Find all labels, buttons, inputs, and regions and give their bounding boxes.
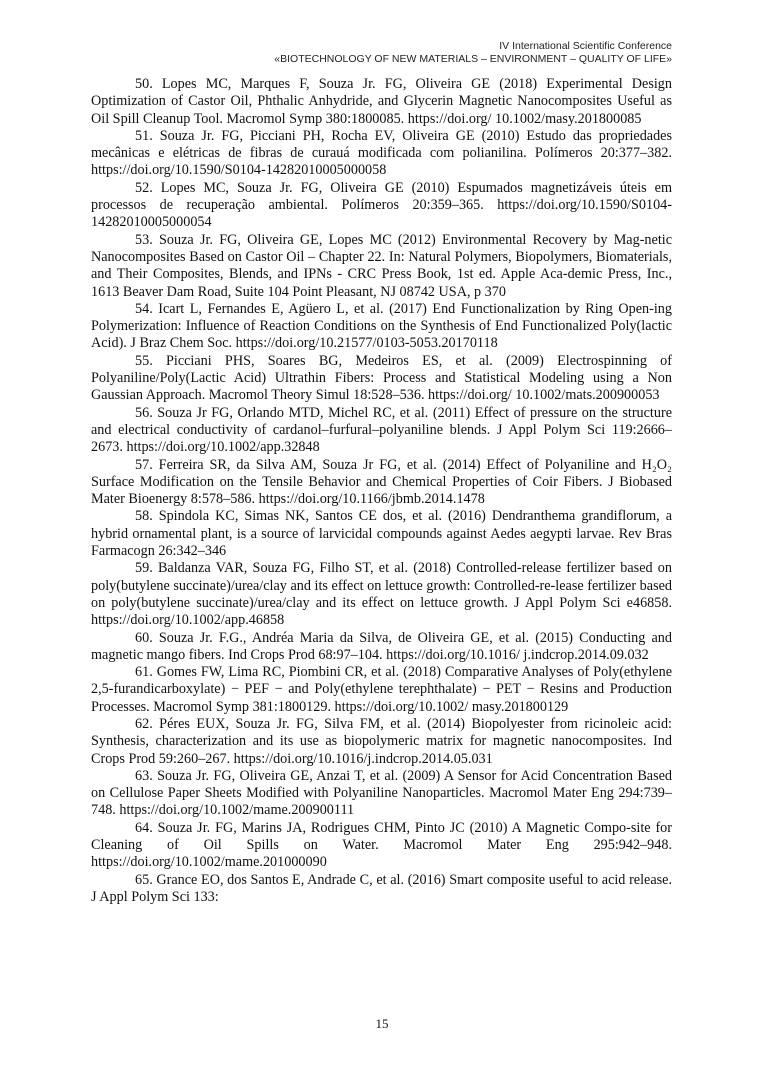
reference-item: 61. Gomes FW, Lima RC, Piombini CR, et al. (2018) Comparative Analyses of Poly(ethylene 2,5-furandicarboxylate) − PEF − and Poly(ethylene terephthalate) − PET − Resins and Production Processes. Macromol Symp 381:1800129. https://doi.org/10.1002/ masy.201800129 <box>91 664 672 715</box>
reference-item: 65. Grance EO, dos Santos E, Andrade C, et al. (2016) Smart composite useful to acid release. J Appl Polym Sci 133: <box>91 871 672 905</box>
reference-item: 60. Souza Jr. F.G., Andréa Maria da Silva, de Oliveira GE, et al. (2015) Conducting and magnetic mango fibers. Ind Crops Prod 68:97–104. https://doi.org/10.1016/ j.indcrop.2014.09.032 <box>91 629 672 663</box>
reference-item: 59. Baldanza VAR, Souza FG, Filho ST, et al. (2018) Controlled-release fertilizer based on poly(butylene succinate)/urea/clay and its effect on lettuce growth: Controlled-re-lease fertilizer based on poly(butylene succinate)/urea/clay and its effect on lettuce growth. J Appl Polym Sci e46858. https://doi.org/10.1002/app.46858 <box>91 560 672 629</box>
reference-item: 50. Lopes MC, Marques F, Souza Jr. FG, Oliveira GE (2018) Experimental Design Optimization of Castor Oil, Phthalic Anhydride, and Glycerin Magnetic Nanocomposites Useful as Oil Spill Cleanup Tool. Macromol Symp 380:1800085. https://doi.org/ 10.1002/masy.201800085 <box>91 76 672 127</box>
page-number: 15 <box>375 1016 389 1031</box>
reference-item: 58. Spindola KC, Simas NK, Santos CE dos, et al. (2016) Dendranthema grandiflorum, a hybrid ornamental plant, is a source of larvicidal compounds against Aedes aegypti larvae. Rev Bras Farmacogn 26:342–346 <box>91 508 672 560</box>
reference-item: 54. Icart L, Fernandes E, Agüero L, et al. (2017) End Functionalization by Ring Open-ing Polymerization: Influence of Reaction Conditions on the Synthesis of End Functionalized Poly(lactic Acid). J Braz Chem Soc. https://doi.org/10.21577/0103-5053.20170118 <box>91 300 672 352</box>
reference-item: 56. Souza Jr FG, Orlando MTD, Michel RC, et al. (2011) Effect of pressure on the structure and electrical conductivity of cardanol–furfural–polyaniline blends. J Appl Polym Sci 119:2666–2673. https://doi.org/10.1002/app.32848 <box>91 404 672 456</box>
conference-title: IV International Scientific Conference <box>499 40 672 52</box>
reference-item: 64. Souza Jr. FG, Marins JA, Rodrigues CHM, Pinto JC (2010) A Magnetic Compo-site for Cleaning of Oil Spills on Water. Macromol Mater Eng 295:942–948. https://doi.org/10.1002/mame.201000090 <box>91 819 672 871</box>
reference-item: 62. Péres EUX, Souza Jr. FG, Silva FM, et al. (2014) Biopolyester from ricinoleic acid: Synthesis, characterization and its use as biopolymeric matrix for magnetic nanocomposites. Ind Crops Prod 59:260–267. https://doi.org/10.1016/j.indcrop.2014.05.031 <box>91 715 672 767</box>
conference-header <box>274 40 672 66</box>
reference-item: 51. Souza Jr. FG, Picciani PH, Rocha EV, Oliveira GE (2010) Estudo das propriedades mecânicas e elétricas de fibras de curauá modificada com polianilina. Polímeros 20:377–382. https://doi.org/10.1590/S0104-14282010005000058 <box>91 127 672 179</box>
reference-list <box>91 76 672 906</box>
reference-item: 52. Lopes MC, Souza Jr. FG, Oliveira GE (2010) Espumados magnetizáveis úteis em processos de recuperação ambiental. Polímeros 20:359–365. https://doi.org/10.1590/S0104-14282010005000054 <box>91 179 672 231</box>
conference-subtitle: «BIOTECHNOLOGY OF NEW MATERIALS – ENVIRONMENT – QUALITY OF LIFE» <box>274 53 672 65</box>
reference-item: 55. Picciani PHS, Soares BG, Medeiros ES, et al. (2009) Electrospinning of Polyaniline/Poly(Lactic Acid) Ultrathin Fibers: Process and Statistical Modeling using a Non Gaussian Approach. Macromol Theory Simul 18:528–536. https://doi.org/ 10.1002/mats.200900053 <box>91 352 672 404</box>
reference-item: 53. Souza Jr. FG, Oliveira GE, Lopes MC (2012) Environmental Recovery by Mag-netic Nanocomposites Based on Castor Oil – Chapter 22. In: Natural Polymers, Biopolymers, Biomaterials, and Their Composites, Blends, and IPNs - CRC Press Book, 1st ed. Apple Aca-demic Press, Inc., 1613 Beaver Dam Road, Suite 104 Point Pleasant, NJ 08742 USA, p 370 <box>91 231 672 300</box>
reference-item: 63. Souza Jr. FG, Oliveira GE, Anzai T, et al. (2009) A Sensor for Acid Concentration Based on Cellulose Paper Sheets Modified with Polyaniline Nanoparticles. Macromol Mater Eng 294:739–748. https://doi.org/10.1002/mame.200900111 <box>91 767 672 819</box>
reference-item: 57. Ferreira SR, da Silva AM, Souza Jr FG, et al. (2014) Effect of Polyaniline and H₂O₂ Surface Modification on the Tensile Behavior and Chemical Properties of Coir Fibers. J Biobased Mater Bioenergy 8:578–586. https://doi.org/10.1166/jbmb.2014.1478 <box>91 456 672 508</box>
